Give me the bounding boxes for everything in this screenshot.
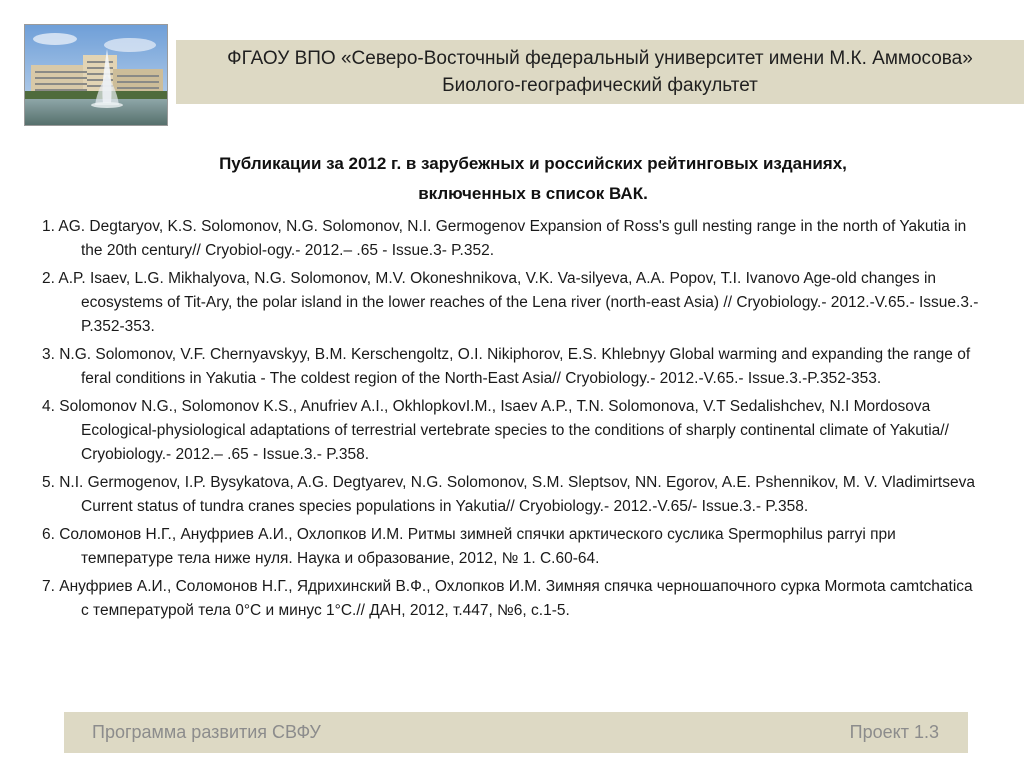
footer-program-label: Программа развития СВФУ <box>92 722 321 742</box>
publication-item: 2. A.P. Isaev, L.G. Mikhalyova, N.G. Solomonov, M.V. Okoneshnikova, V.K. Va-silyeva, A.A. Popov, T.I. Ivanovo Age-old changes in ecosystems of Tit-Ary, the polar island in the lower reaches of the Lena river (north-east Asia) // Cryobiology.- 2012.-V.65.- Issue.3.- P.352-353. <box>42 270 979 335</box>
publication-item: 1. AG. Degtaryov, K.S. Solomonov, N.G. Solomonov, N.I. Germogenov Expansion of Ross's gull nesting range in the north of Yakutia in the 20th century// Cryobiol-ogy.- 2012.– .65 - Issue.3- P.352. <box>42 218 967 259</box>
publication-item: 3. N.G. Solomonov, V.F. Chernyavskyy, B.M. Kerschengoltz, O.I. Nikiphorov, E.S. Khlebnyy Global warming and expanding the range of feral conditions in Yakutia - The coldest region of the North-East Asia// Cryobiology.- 2012.-V.65.- Issue.3.-P.352-353. <box>42 346 971 387</box>
university-building-fountain-photo <box>25 25 167 125</box>
header-band <box>176 40 1024 104</box>
faculty-name: Биолого-географический факультет <box>442 75 758 96</box>
publication-item: 7. Ануфриев А.И., Соломонов Н.Г., Ядрихинский В.Ф., Охлопков И.М. Зимняя спячка черношапочного сурка Mormota camtchatica с температурой тела 0°С и минус 1°С.// ДАН, 2012, т.447, №6, с.1-5. <box>42 578 973 619</box>
publication-list <box>42 215 982 627</box>
footer-project-label: Проект 1.3 <box>849 722 939 742</box>
slide-title-line-1: Публикации за 2012 г. в зарубежных и российских рейтинговых изданиях, <box>219 154 847 173</box>
slide-title-line-2: включенных в список ВАК. <box>418 184 648 203</box>
footer-band <box>64 712 968 753</box>
university-name: ФГАОУ ВПО «Северо-Восточный федеральный университет имени М.К. Аммосова» <box>227 48 973 69</box>
university-photo <box>24 24 168 126</box>
publication-item: 5. N.I. Germogenov, I.P. Bysykatova, A.G. Degtyarev, N.G. Solomonov, S.M. Sleptsov, NN. Egorov, A.E. Pshennikov, M. V. Vladimirtseva Current status of tundra cranes species populations in Yakutia// Cryobiology.- 2012.-V.65/- Issue.3.- P.358. <box>42 474 975 515</box>
publication-item: 4. Solomonov N.G., Solomonov K.S., Anufriev A.I., OkhlopkovI.M., Isaev A.P., T.N. Solomonova, V.T Sedalishchev, N.I Mordosova Ecological-physiological adaptations of terrestrial vertebrate species to the conditions of sharply continental climate of Yakutia// Cryobiology.- 2012.– .65 - Issue.3.- P.358. <box>42 398 949 463</box>
publication-item: 6. Соломонов Н.Г., Ануфриев А.И., Охлопков И.М. Ритмы зимней спячки арктического суслика Spermophilus parryi при температуре тела ниже нуля. Наука и образование, 2012, № 1. С.60-64. <box>42 526 896 567</box>
